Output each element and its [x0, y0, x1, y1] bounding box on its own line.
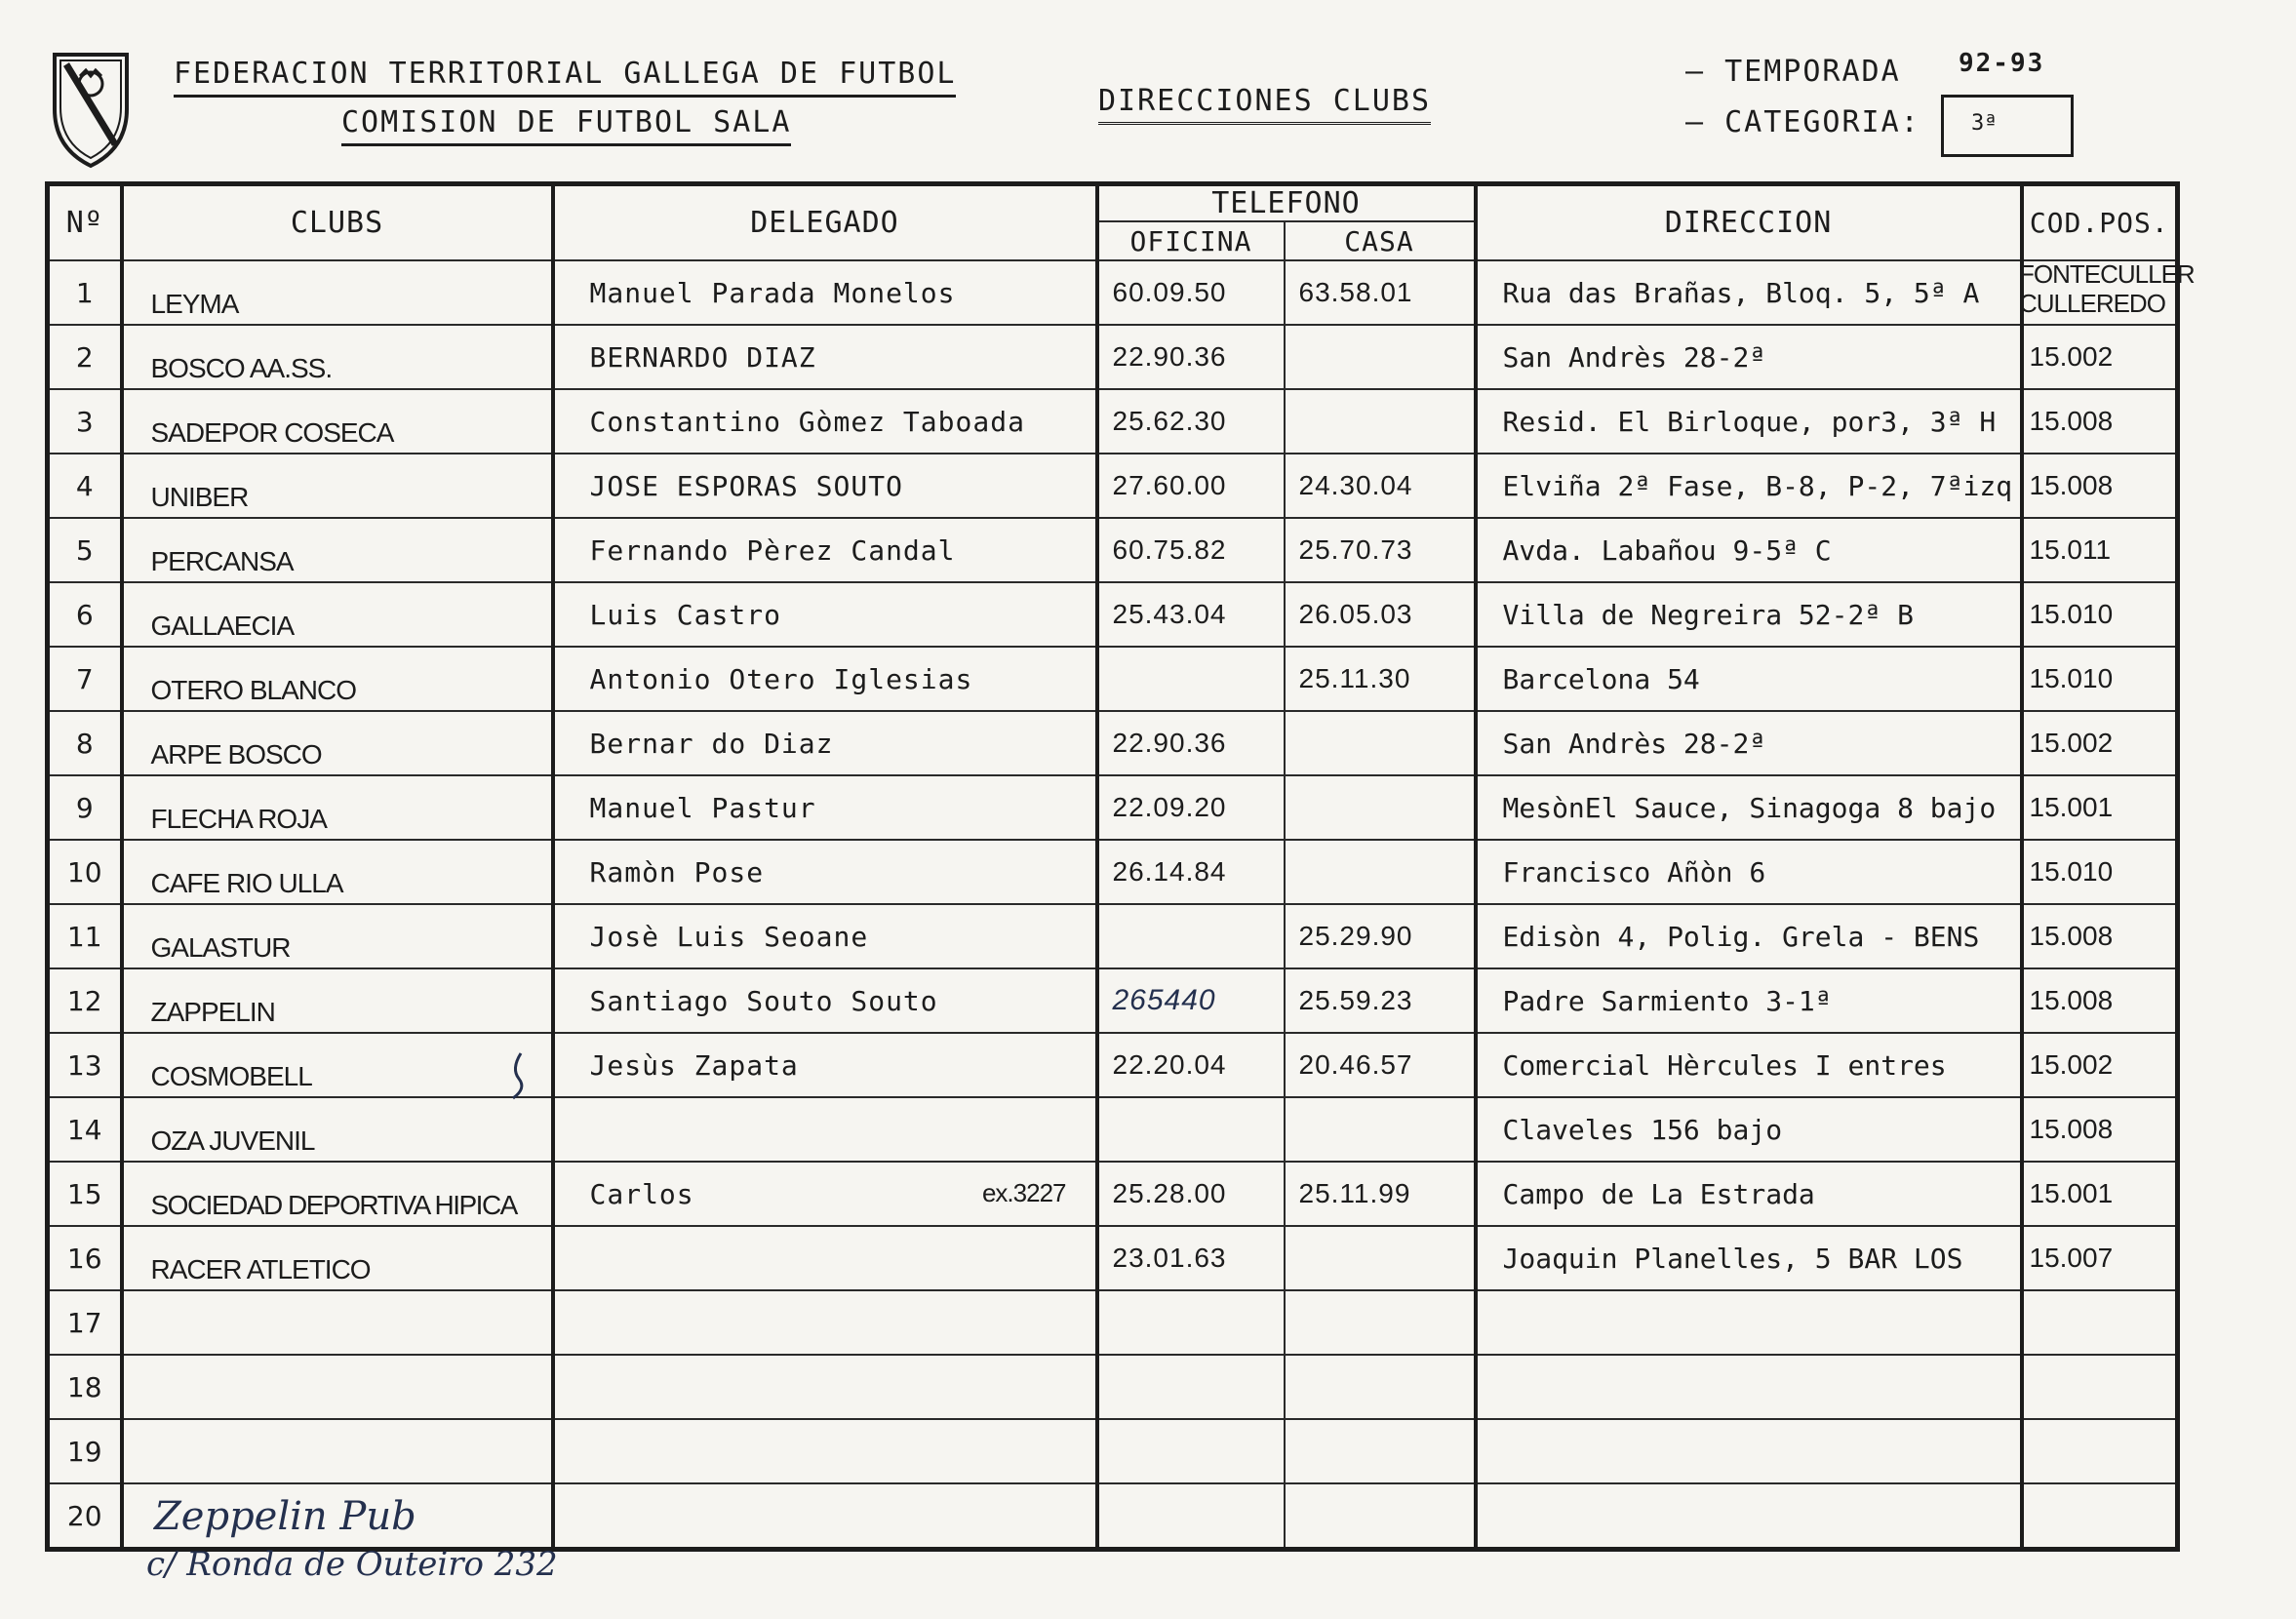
- row-number: 16: [48, 1226, 122, 1290]
- phone-home: 24.30.04: [1285, 454, 1476, 518]
- category-box: [1941, 95, 2074, 157]
- table-row: [48, 647, 2178, 711]
- address: San Andrès 28-2ª: [1476, 711, 2022, 775]
- delegate-name: Manuel Parada Monelos: [553, 260, 1097, 325]
- phone-home: [1285, 389, 1476, 454]
- phone-home: 25.11.30: [1285, 647, 1476, 711]
- header-oficina: OFICINA: [1097, 221, 1285, 260]
- category-value: 3ª: [1971, 111, 1998, 136]
- row-number: 6: [48, 582, 122, 647]
- row-number: 12: [48, 968, 122, 1033]
- postal-code: [2022, 1419, 2178, 1483]
- postal-code: 15.002: [2022, 1033, 2178, 1097]
- table-row: [48, 518, 2178, 582]
- postal-code: 15.008: [2022, 389, 2178, 454]
- commission-title: COMISION DE FUTBOL SALA: [341, 105, 791, 146]
- phone-office: 23.01.63: [1097, 1226, 1285, 1290]
- phone-home: [1285, 775, 1476, 840]
- phone-office: 25.43.04: [1097, 582, 1285, 647]
- row-number: 3: [48, 389, 122, 454]
- row-number: 2: [48, 325, 122, 389]
- row1-postal-note-line: CULLEREDO: [2019, 289, 2165, 318]
- phone-office: 27.60.00: [1097, 454, 1285, 518]
- delegate-name: Antonio Otero Iglesias: [553, 647, 1097, 711]
- row-number: 5: [48, 518, 122, 582]
- handwritten-note-line2: c/ Ronda de Outeiro 232: [146, 1545, 558, 1584]
- table-row: [48, 1355, 2178, 1419]
- row-number: 4: [48, 454, 122, 518]
- header-num: Nº: [48, 184, 122, 261]
- postal-code: 15.002: [2022, 325, 2178, 389]
- table-row: [48, 1033, 2178, 1097]
- federation-crest-icon: [51, 51, 131, 170]
- club-name: OZA JUVENIL: [122, 1097, 553, 1162]
- row-number: 8: [48, 711, 122, 775]
- phone-home: 25.70.73: [1285, 518, 1476, 582]
- address: Claveles 156 bajo: [1476, 1097, 2022, 1162]
- phone-home: [1285, 1355, 1476, 1419]
- row-number: 15: [48, 1162, 122, 1226]
- table-row: [48, 260, 2178, 325]
- delegate-name: Santiago Souto Souto: [553, 968, 1097, 1033]
- row-number: 13: [48, 1033, 122, 1097]
- delegate-name: Fernando Pèrez Candal: [553, 518, 1097, 582]
- header-delegado: DELEGADO: [553, 184, 1097, 261]
- address: Rua das Brañas, Bloq. 5, 5ª A: [1476, 260, 2022, 325]
- postal-code: 15.010: [2022, 840, 2178, 904]
- club-name: GALLAECIA: [122, 582, 553, 647]
- phone-home: [1285, 1483, 1476, 1550]
- phone-office: [1097, 1419, 1285, 1483]
- club-name: FLECHA ROJA: [122, 775, 553, 840]
- address: Joaquin Planelles, 5 BAR LOS: [1476, 1226, 2022, 1290]
- postal-code: 15.011: [2022, 518, 2178, 582]
- address: [1476, 1290, 2022, 1355]
- postal-code: 15.008: [2022, 968, 2178, 1033]
- phone-office-handwritten: 265440: [1097, 968, 1285, 1033]
- phone-office: 60.75.82: [1097, 518, 1285, 582]
- phone-office: [1097, 1097, 1285, 1162]
- table-row: [48, 775, 2178, 840]
- table-row: [48, 1162, 2178, 1226]
- season-value: 92-93: [1959, 49, 2045, 78]
- address: [1476, 1355, 2022, 1419]
- table-row: [48, 454, 2178, 518]
- phone-office: [1097, 647, 1285, 711]
- phone-office: [1097, 1483, 1285, 1550]
- phone-home: 26.05.03: [1285, 582, 1476, 647]
- delegate-name: Josè Luis Seoane: [553, 904, 1097, 968]
- phone-office: 22.90.36: [1097, 325, 1285, 389]
- table-row: [48, 325, 2178, 389]
- address: Padre Sarmiento 3-1ª: [1476, 968, 2022, 1033]
- club-name: CAFE RIO ULLA: [122, 840, 553, 904]
- phone-office: 60.09.50: [1097, 260, 1285, 325]
- postal-code: 15.001: [2022, 1162, 2178, 1226]
- row-number: 9: [48, 775, 122, 840]
- address: MesònEl Sauce, Sinagoga 8 bajo: [1476, 775, 2022, 840]
- address: San Andrès 28-2ª: [1476, 325, 2022, 389]
- phone-office: 22.20.04: [1097, 1033, 1285, 1097]
- delegate-name: Luis Castro: [553, 582, 1097, 647]
- phone-home: 63.58.01: [1285, 260, 1476, 325]
- row-number: 19: [48, 1419, 122, 1483]
- club-name: ARPE BOSCO: [122, 711, 553, 775]
- phone-office: [1097, 1290, 1285, 1355]
- delegate-name: [553, 1226, 1097, 1290]
- table-row: [48, 1290, 2178, 1355]
- phone-office: 26.14.84: [1097, 840, 1285, 904]
- delegate-name: [553, 1097, 1097, 1162]
- phone-home: [1285, 840, 1476, 904]
- delegate-name: Manuel Pastur: [553, 775, 1097, 840]
- clubs-table: [45, 181, 2180, 1552]
- delegate-name: [553, 1483, 1097, 1550]
- address: [1476, 1483, 2022, 1550]
- header-direccion: DIRECCION: [1476, 184, 2022, 261]
- phone-home: 25.59.23: [1285, 968, 1476, 1033]
- address: Barcelona 54: [1476, 647, 2022, 711]
- table-row: [48, 1226, 2178, 1290]
- address: Avda. Labañou 9-5ª C: [1476, 518, 2022, 582]
- delegate-name: [553, 1290, 1097, 1355]
- club-name: OTERO BLANCO: [122, 647, 553, 711]
- phone-home: [1285, 1290, 1476, 1355]
- row-number: 1: [48, 260, 122, 325]
- delegate-name: Ramòn Pose: [553, 840, 1097, 904]
- phone-extension: ex.3227: [981, 1178, 1066, 1207]
- club-name: [122, 1355, 553, 1419]
- club-name: ZAPPELIN: [122, 968, 553, 1033]
- row-number: 20: [48, 1483, 122, 1550]
- phone-home: 20.46.57: [1285, 1033, 1476, 1097]
- phone-office: [1097, 904, 1285, 968]
- phone-office: [1097, 1355, 1285, 1419]
- delegate-name: Carlos: [589, 1177, 694, 1210]
- club-name: [122, 1419, 553, 1483]
- phone-home: [1285, 1226, 1476, 1290]
- postal-code: 15.007: [2022, 1226, 2178, 1290]
- postal-code: [2022, 1290, 2178, 1355]
- table-row: [48, 389, 2178, 454]
- table-row: [48, 1097, 2178, 1162]
- phone-office: 22.90.36: [1097, 711, 1285, 775]
- table-row: [48, 582, 2178, 647]
- table-row: [48, 968, 2178, 1033]
- table-row: [48, 904, 2178, 968]
- phone-home: 25.11.99: [1285, 1162, 1476, 1226]
- delegate-name: Jesùs Zapata: [553, 1033, 1097, 1097]
- club-name: PERCANSA: [122, 518, 553, 582]
- phone-home: [1285, 711, 1476, 775]
- delegate-name: JOSE ESPORAS SOUTO: [553, 454, 1097, 518]
- address: Edisòn 4, Polig. Grela - BENS: [1476, 904, 2022, 968]
- address: Francisco Añòn 6: [1476, 840, 2022, 904]
- postal-code: 15.010: [2022, 582, 2178, 647]
- delegate-name: Bernar do Diaz: [553, 711, 1097, 775]
- season-label: — TEMPORADA: [1685, 55, 1901, 89]
- postal-code: 15.008: [2022, 454, 2178, 518]
- phone-office: 25.28.00: [1097, 1162, 1285, 1226]
- address: Campo de La Estrada: [1476, 1162, 2022, 1226]
- table-row: [48, 840, 2178, 904]
- table-row: [48, 711, 2178, 775]
- club-name: GALASTUR: [122, 904, 553, 968]
- header-casa: CASA: [1285, 221, 1476, 260]
- federation-title: FEDERACION TERRITORIAL GALLEGA DE FUTBOL: [174, 57, 956, 98]
- table-row: [48, 1419, 2178, 1483]
- postal-code: 15.002: [2022, 711, 2178, 775]
- phone-office: 25.62.30: [1097, 389, 1285, 454]
- phone-home: [1285, 1097, 1476, 1162]
- address: Elviña 2ª Fase, B-8, P-2, 7ªizq: [1476, 454, 2022, 518]
- address: Comercial Hèrcules I entres: [1476, 1033, 2022, 1097]
- address: Resid. El Birloque, por3, 3ª H: [1476, 389, 2022, 454]
- header-telefono: TELEFONO: [1097, 184, 1476, 222]
- row1-postal-note: [2019, 259, 2195, 318]
- postal-code: 15.008: [2022, 904, 2178, 968]
- club-name: RACER ATLETICO: [122, 1226, 553, 1290]
- club-name: UNIBER: [122, 454, 553, 518]
- club-name: SOCIEDAD DEPORTIVA HIPICA: [122, 1162, 553, 1226]
- club-name: [122, 1290, 553, 1355]
- postal-code: [2022, 1483, 2178, 1550]
- category-label: — CATEGORIA:: [1685, 105, 1920, 139]
- phone-home: [1285, 325, 1476, 389]
- row-number: 14: [48, 1097, 122, 1162]
- delegate-name: BERNARDO DIAZ: [553, 325, 1097, 389]
- row-number: 18: [48, 1355, 122, 1419]
- club-name: COSMOBELL: [122, 1033, 553, 1097]
- delegate-cell: [553, 1162, 1097, 1226]
- postal-code: 15.008: [2022, 1097, 2178, 1162]
- phone-home: [1285, 1419, 1476, 1483]
- postal-code: 15.001: [2022, 775, 2178, 840]
- address: Villa de Negreira 52-2ª B: [1476, 582, 2022, 647]
- club-name: SADEPOR COSECA: [122, 389, 553, 454]
- handwritten-note-line1: Zeppelin Pub: [154, 1494, 416, 1539]
- phone-home: 25.29.90: [1285, 904, 1476, 968]
- pen-mark-icon: [503, 1051, 533, 1102]
- header-codpos: COD.POS.: [2022, 184, 2178, 261]
- header-clubs: CLUBS: [122, 184, 553, 261]
- row-number: 10: [48, 840, 122, 904]
- postal-code: [2022, 1355, 2178, 1419]
- document-title: DIRECCIONES CLUBS: [1098, 84, 1431, 125]
- row-number: 7: [48, 647, 122, 711]
- row1-postal-note-line: FONTECULLER: [2019, 259, 2195, 289]
- row-number: 11: [48, 904, 122, 968]
- phone-office: 22.09.20: [1097, 775, 1285, 840]
- club-name: LEYMA: [122, 260, 553, 325]
- delegate-name: Constantino Gòmez Taboada: [553, 389, 1097, 454]
- address: [1476, 1419, 2022, 1483]
- delegate-name: [553, 1419, 1097, 1483]
- club-name: BOSCO AA.SS.: [122, 325, 553, 389]
- postal-code: 15.010: [2022, 647, 2178, 711]
- delegate-name: [553, 1355, 1097, 1419]
- row-number: 17: [48, 1290, 122, 1355]
